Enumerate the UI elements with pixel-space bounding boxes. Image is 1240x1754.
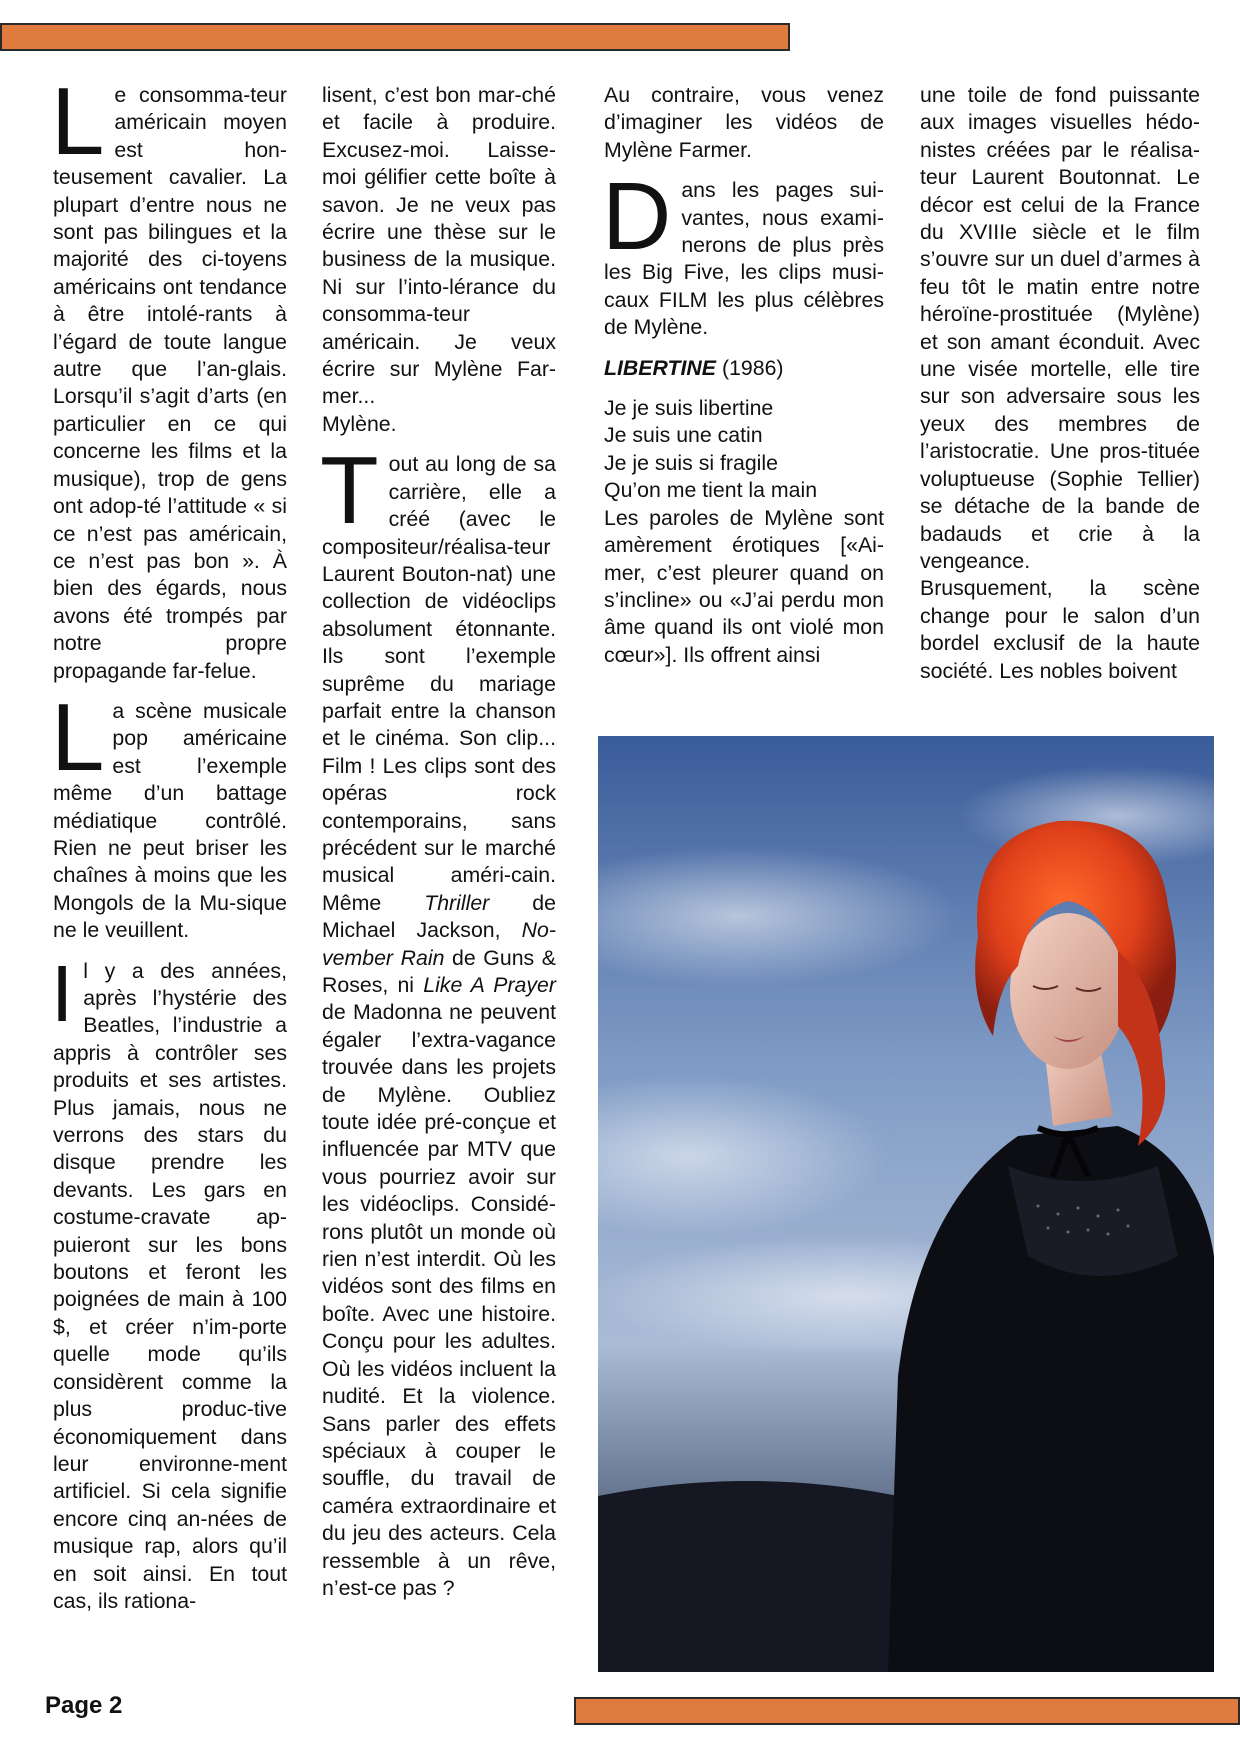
paragraph-text: Mylène.: [322, 411, 397, 436]
column-2: [322, 82, 556, 1602]
paragraph-text: de Michael Jackson,: [322, 890, 556, 943]
paragraph-text: e consomma-teur américain moyen est hon-teusement cavalier. La plupart d’entre nous ne sont pas bilingues et la majorité des ci-toyens américains ont tendance à être intolé-rants à l’égard de toute langue autre que l’an-glais. Lorsqu’il s’agit d’arts (en particulier en ce qui concerne les films et la musique), trop de gens ont adop-té l’attitude « si ce n’est pas américain, ce n’est pas bon ». À bien des égards, nous avons été trompés par notre propre propagande far-felue.: [53, 83, 287, 683]
paragraph: [51, 948, 287, 1616]
portrait-illustration: [598, 736, 1214, 1672]
paragraph-text: Brusquement, la scène change pour le salon d’un bordel exclusif de la haute société. Les nobles boivent: [920, 576, 1200, 683]
paragraph-text: ans les pages sui-vantes, nous exami-nerons de plus près les Big Five, les clips musi-caux FILM les plus célèbres de Mylène.: [604, 178, 884, 340]
paragraph-text: lisent, c’est bon mar-ché et facile à produire. Excusez-moi. Laisse-moi gélifier cette boîte à savon. Je ne veux pas écrire une thèse sur le business de la musique. Ni sur l’into-lérance du consomma-teur américain. Je veux écrire sur Mylène Far-mer...: [322, 83, 556, 409]
paragraph: [604, 82, 884, 164]
paragraph: [920, 575, 1200, 685]
drop-cap: I: [51, 948, 74, 1038]
drop-cap: T: [320, 437, 379, 545]
bottom-accent-bar: [574, 1697, 1240, 1725]
section-heading-title: LIBERTINE: [604, 355, 717, 380]
paragraph-text: l y a des années, après l’hystérie des Beatles, l’industrie a appris à contrôler ses produits et ses artistes. Plus jamais, nous ne verrons des stars du disque prendre les devants. Les gars en costume-cravate ap-puieront sur les bons boutons et feront les poignées de main à 100 $, et créer n’im-porte quelle mode qu’ils considèrent comme la plus produc-tive économiquement dans leur environne-ment artificiel. Si cela signifie encore cinq an-nées de musique rap, alors qu’il en soit ainsi. En tout cas, ils rationa-: [53, 958, 287, 1613]
lyric-line: Je suis une catin: [604, 423, 763, 448]
paragraph-text: Au contraire, vous venez d’imaginer les vidéos de Mylène Farmer.: [604, 83, 884, 162]
column-4: [920, 82, 1200, 685]
drop-cap: D: [602, 163, 672, 271]
paragraph: [920, 82, 1200, 575]
song-title-november-rain: No-vember Rain: [322, 918, 556, 970]
paragraph: [322, 82, 556, 411]
lyric-line: Je je suis si fragile: [604, 450, 778, 475]
drop-cap: L: [51, 683, 105, 791]
lyric-line: Qu’on me tient la main: [604, 478, 818, 503]
paragraph-text: de Madonna ne peuvent égaler l’extra-vagance trouvée dans les projets de Mylène. Oubliez toute idée pré-conçue et influencée par MTV que vous pourriez avoir sur les vidéoclips. Considé-rons plutôt un monde où rien n’est interdit. Où les vidéos sont des films en boîte. Avec une histoire. Conçu pour les adultes. Où les vidéos incluent la nudité. Et la violence. Sans parler des effets spéciaux à couper le souffle, du travail de caméra extraordinaire et du jeu des acteurs. Cela ressemble à un rêve, n’est-ce pas ?: [322, 1000, 556, 1600]
paragraph: [322, 411, 556, 438]
paragraph: [604, 505, 884, 669]
lyric-line: Je je suis libertine: [604, 396, 774, 421]
paragraph-text: de Guns & Roses, ni: [322, 945, 557, 997]
paragraph: [51, 683, 287, 945]
paragraph-text: une toile de fond puissante aux images visuelles hédo-nistes créées par le réalisa-teur Laurent Boutonnat. Le décor est celui de la France du XVIIIe siècle et le film s’ouvre sur un duel d’armes à feu tôt le matin entre notre héroïne-prostituée (Mylène) et son amant éconduit. Avec une visée mortelle, elle tire sur son adversaire sous les yeux des membres de l’aristocratie. Une pros-tituée voluptueuse (Sophie Tellier) se détache de la bande de badauds et crie à la vengeance.: [920, 83, 1200, 573]
paragraph-text: out au long de sa carrière, elle a créé (avec le compositeur/réalisa-teur Laurent Bouton-nat) une collection de vidéoclips absolument étonnante. Ils sont l’exemple suprême du mariage parfait entre la chanson et le cinéma. Son clip... Film ! Les clips sont des opéras rock contemporains, sans précédent sur le marché musical améri-cain. Même: [322, 452, 556, 915]
song-title-thriller: Thriller: [424, 890, 490, 915]
paragraph: [320, 437, 557, 1602]
column-1: [51, 68, 287, 1615]
song-title-like-a-prayer: Like A Prayer: [423, 973, 556, 997]
paragraph-text: Les paroles de Mylène sont amèrement érotiques [«Ai-mer, c’est pleurer quand on s’incline» ou «J’ai perdu mon âme quand ils ont violé mon cœur»]. Ils offrent ainsi: [604, 505, 884, 667]
top-accent-bar: [0, 23, 790, 51]
portrait-photo: [598, 736, 1214, 1672]
lyrics-block: [604, 395, 884, 505]
drop-cap: L: [51, 68, 105, 175]
page-number: Page 2: [45, 1692, 123, 1719]
paragraph: [602, 163, 884, 341]
section-heading: [604, 355, 884, 382]
section-heading-year: (1986): [716, 355, 784, 380]
paragraph: [51, 68, 287, 685]
column-3: [604, 82, 884, 669]
paragraph-text: a scène musicale pop américaine est l’exemple même d’un battage médiatique contrôlé. Rien ne peut briser les chaînes à moins que les Mongols de la Mu-sique ne le veuillent.: [53, 698, 287, 943]
